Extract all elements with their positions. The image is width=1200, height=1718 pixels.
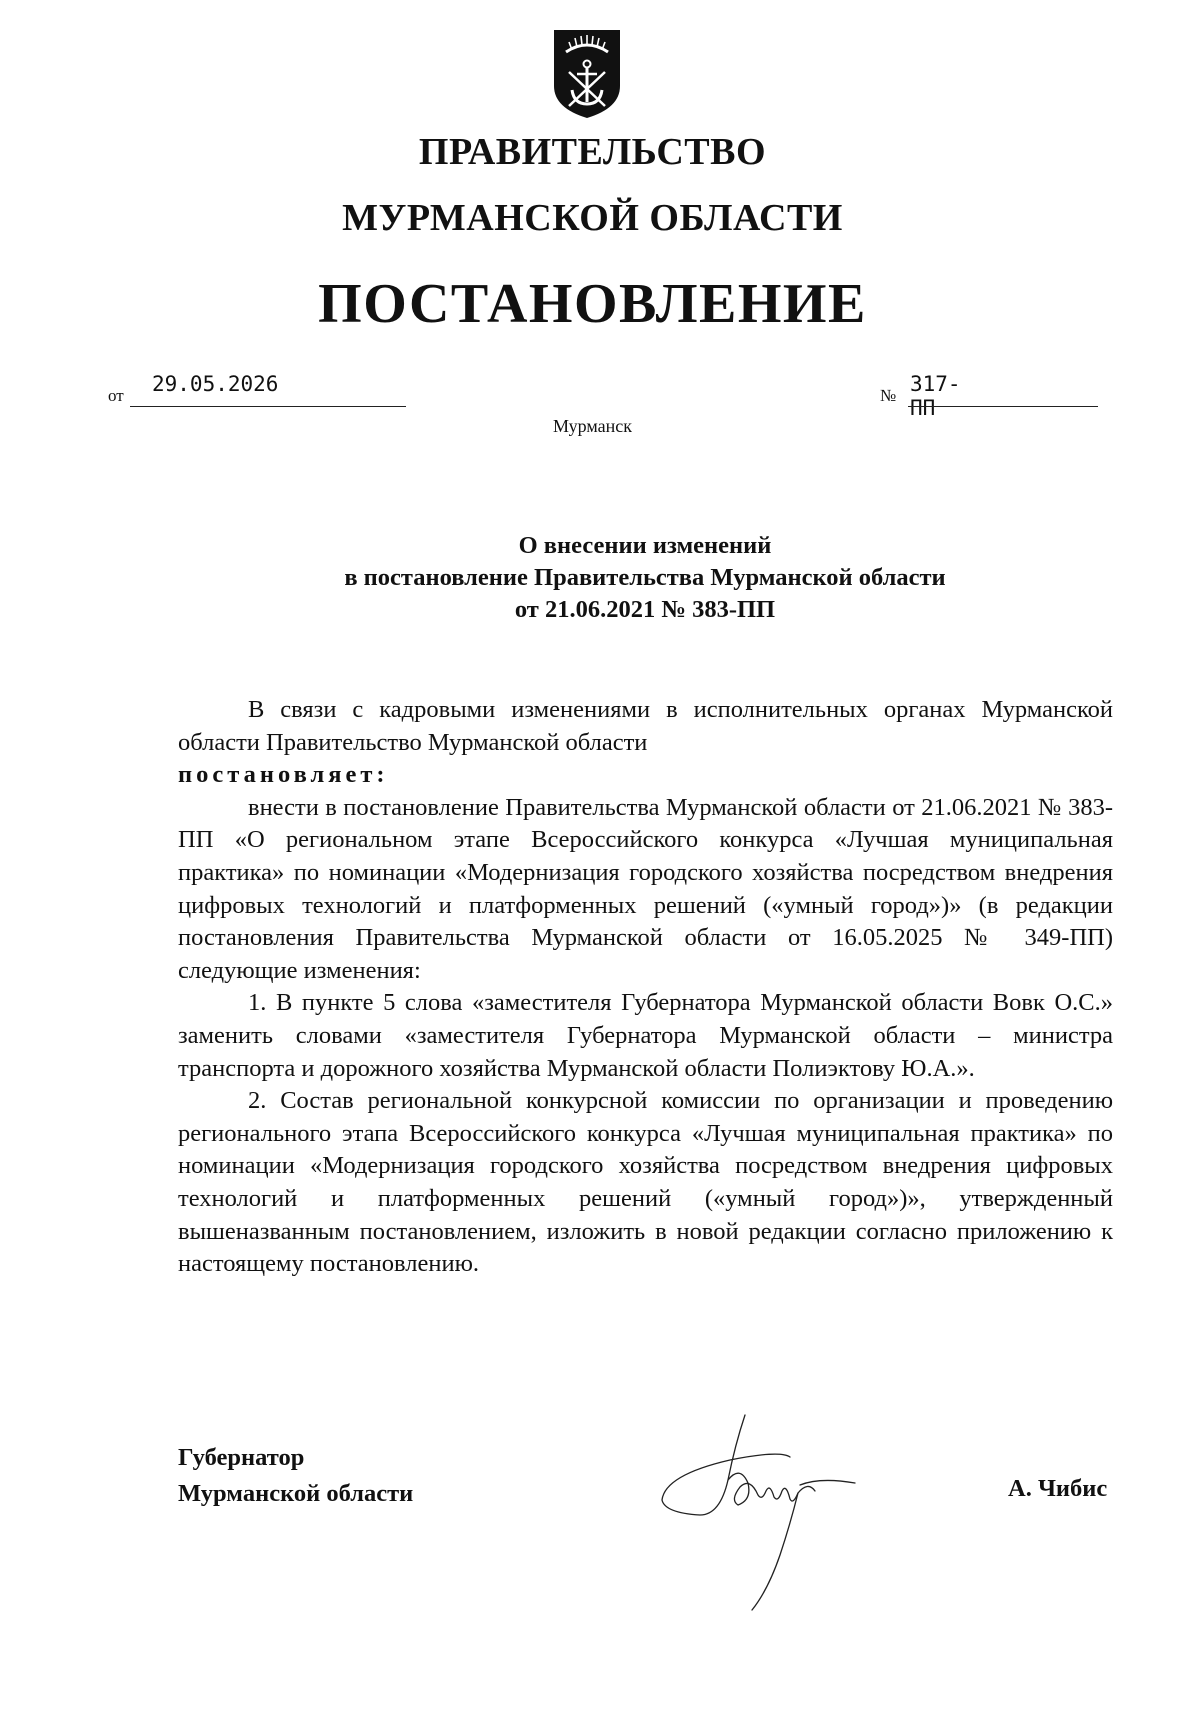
signatory-title-line1: Губернатор xyxy=(178,1444,305,1471)
lead-paragraph: внести в постановление Правительства Мурманской области от 21.06.2021 № 383-ПП «О региональном этапе Всероссийского конкурса «Лучшая муниципальная практика» по номинации «Модернизация городского хозяйства посредством внедрения цифровых технологий и платформенных решений («умный город»)» (в редакции постановления Правительства Мурманской области от 16.05.2025 № 349-ПП) следующие изменения: xyxy=(178,793,1113,984)
organization-name-line2: МУРМАНСКОЙ ОБЛАСТИ xyxy=(342,197,843,239)
document-type-title: ПОСТАНОВЛЕНИЕ xyxy=(318,273,867,335)
signatory-title-line2: Мурманской области xyxy=(178,1480,414,1507)
intro-paragraph: В связи с кадровыми изменениями в исполнительных органах Мурманской области Правительство Мурманской области xyxy=(178,696,1113,756)
document-number: 317-ПП xyxy=(910,372,961,420)
coat-of-arms-emblem xyxy=(552,28,622,120)
organization-name-line1: ПРАВИТЕЛЬСТВО xyxy=(418,131,767,173)
signatory-name: А. Чибис xyxy=(1008,1475,1108,1502)
subject-line3: от 21.06.2021 № 383-ПП xyxy=(514,596,776,623)
decree-word: постановляет: xyxy=(178,761,389,789)
item-2-paragraph: 2. Состав региональной конкурсной комиссии по организации и проведению регионального этапа Всероссийского конкурса «Лучшая муниципальная практика» по номинации «Модернизация городского хозяйства посредством внедрения цифровых технологий и платформенных решений («умный город»)», утвержденный вышеназванным постановлением, изложить в новой редакции согласно приложению к настоящему постановлению. xyxy=(178,1087,1113,1278)
document-date: 29.05.2026 xyxy=(152,372,279,396)
subject-line2: в постановление Правительства Мурманской области xyxy=(344,564,946,591)
signatory-title xyxy=(178,1440,413,1512)
item-1-paragraph: 1. В пункте 5 слова «заместителя Губернатора Мурманской области Вовк О.С.» заменить словами «заместителя Губернатора Мурманской области – министра транспорта и дорожного хозяйства Мурманской области Полиэктову Ю.А.». xyxy=(178,989,1113,1082)
subject-line1: О внесении изменений xyxy=(518,532,772,559)
handwritten-signature xyxy=(640,1405,890,1625)
city-label: Мурманск xyxy=(553,416,632,436)
number-prefix-label: № xyxy=(880,386,897,405)
date-prefix-label: от xyxy=(108,386,124,405)
date-underline xyxy=(130,406,406,407)
document-subject xyxy=(0,530,1200,626)
document-body xyxy=(178,694,1113,1281)
number-underline xyxy=(908,406,1098,407)
